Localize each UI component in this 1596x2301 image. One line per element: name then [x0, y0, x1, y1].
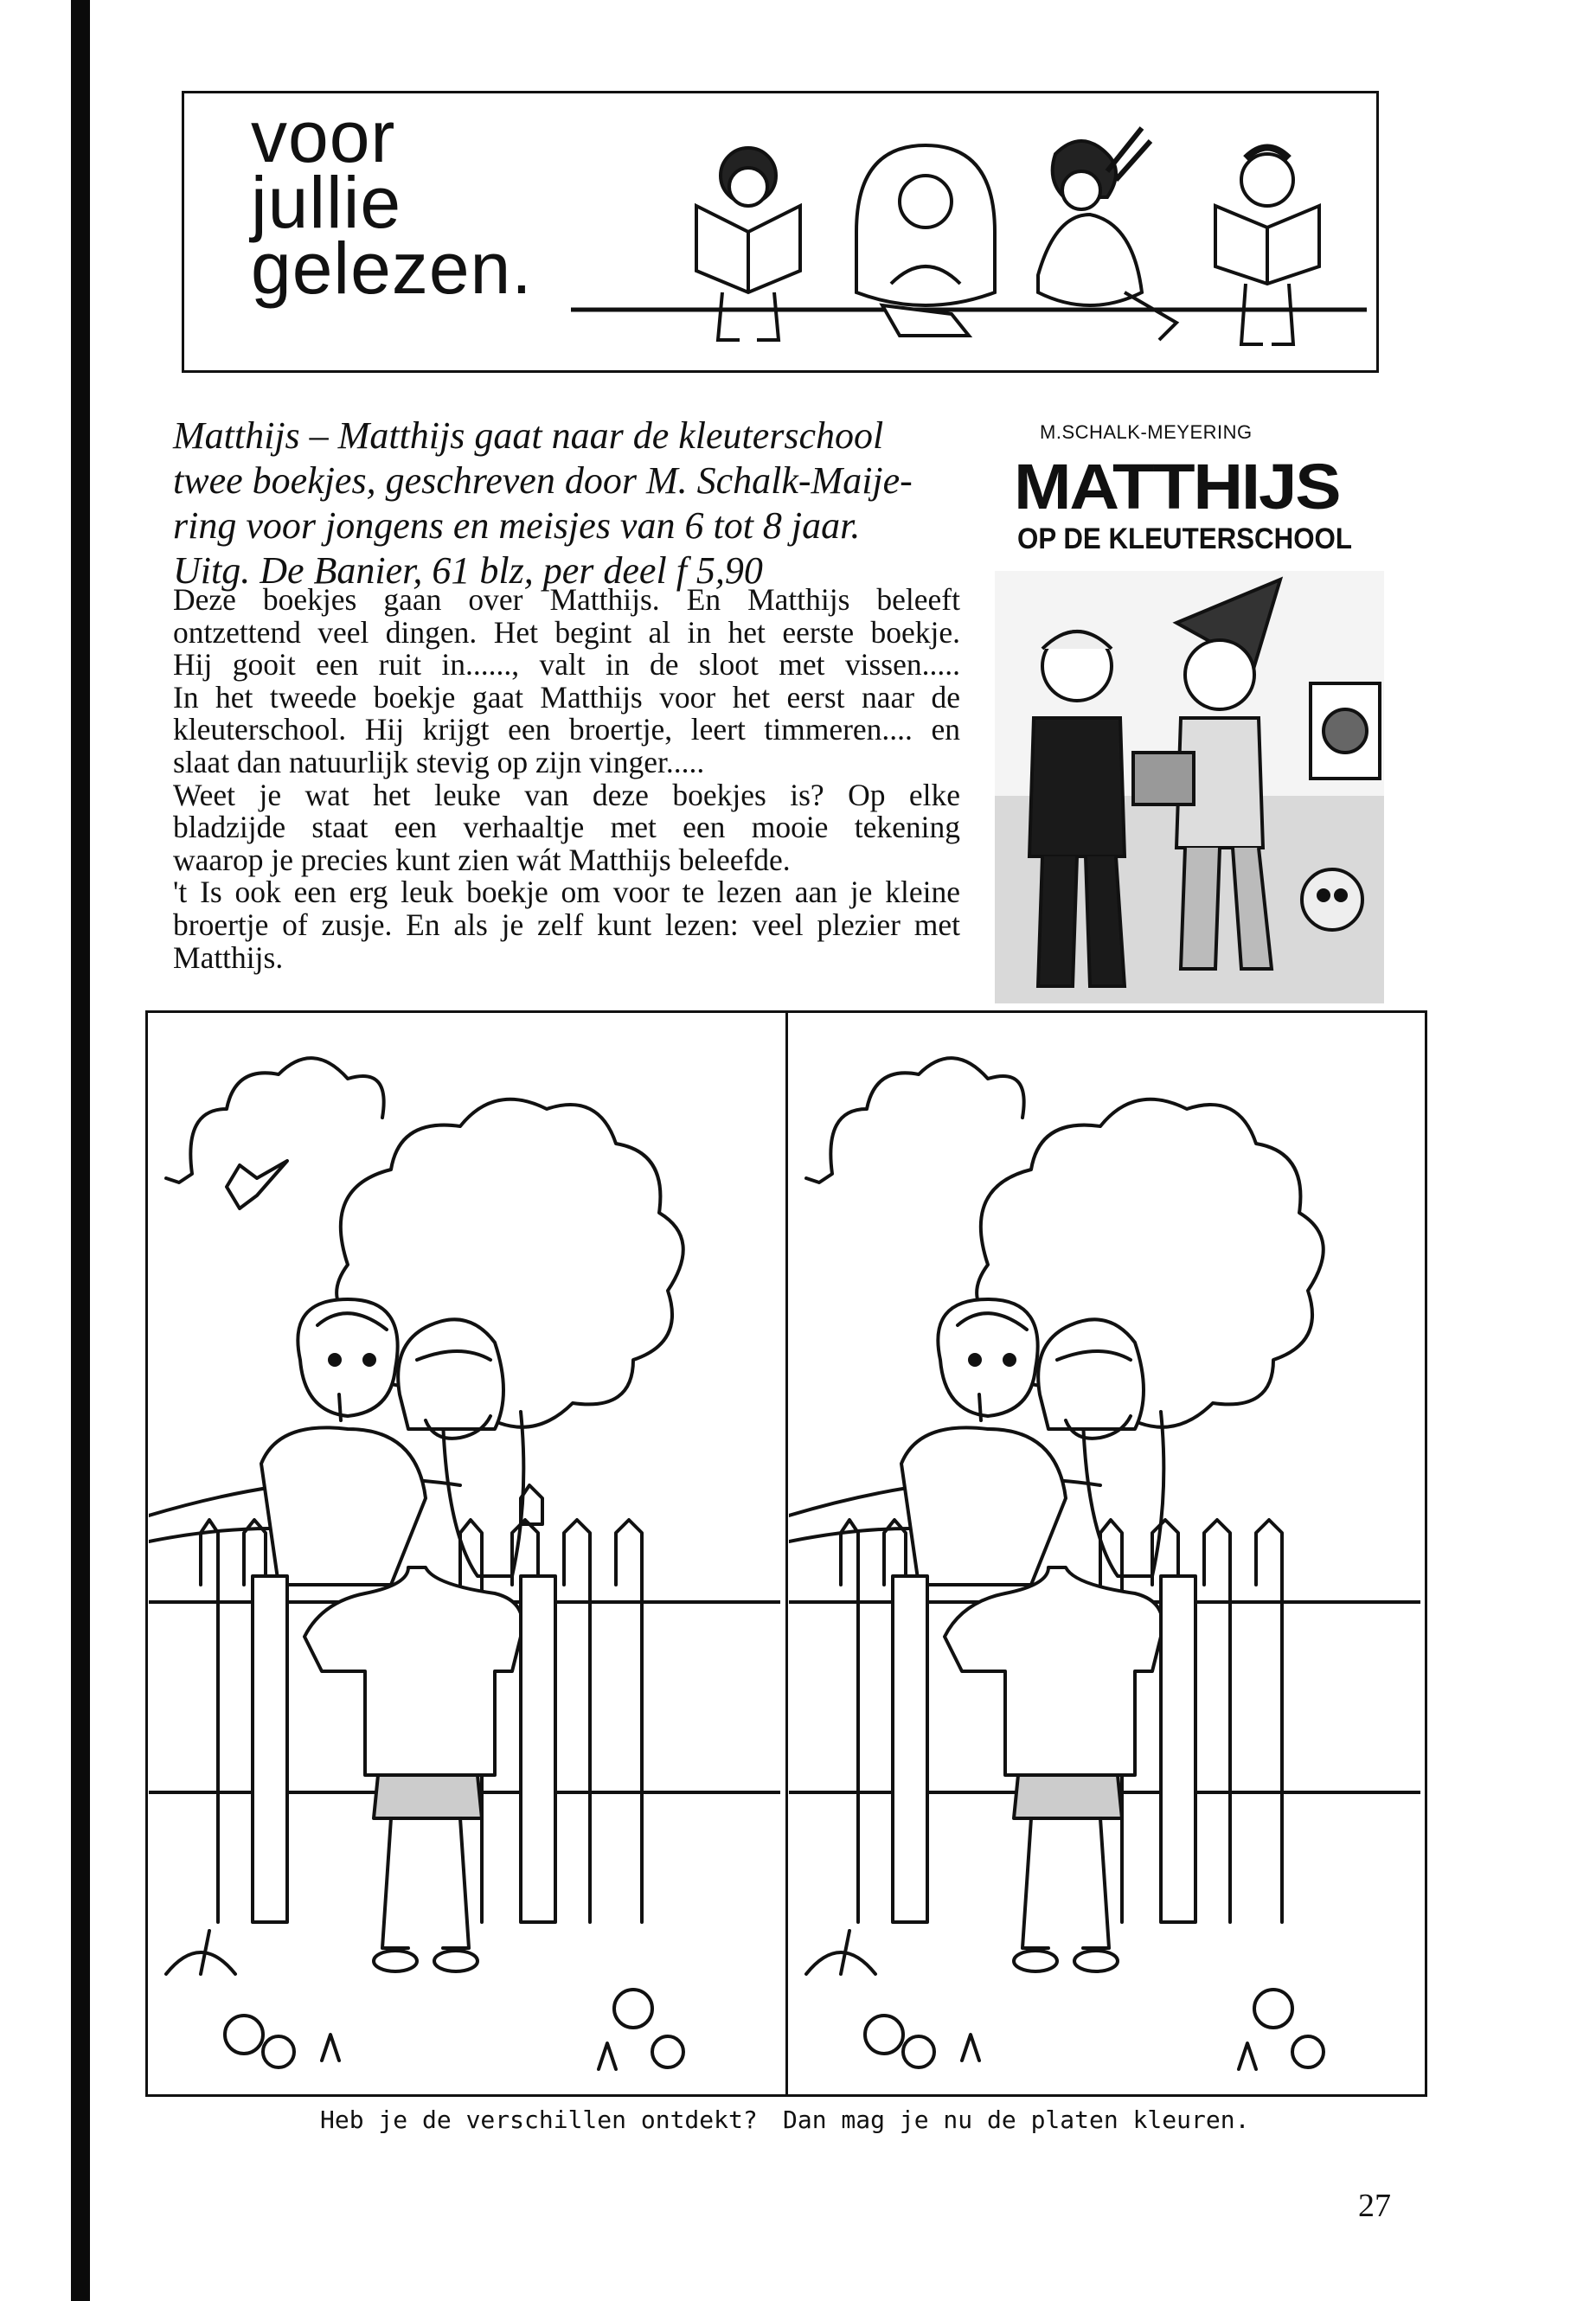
header-title-line-3: gelezen. — [251, 228, 533, 309]
intro-line: ring voor jongens en meisjes van 6 tot 8 jaar. — [173, 504, 861, 547]
header-title — [251, 96, 580, 309]
puzzle-caption-question: Heb je de verschillen ontdekt? — [320, 2106, 758, 2134]
body-line: Matthijs. — [173, 939, 284, 975]
four-children-reading-icon — [571, 119, 1367, 362]
intro-line: Uitg. De Banier, 61 blz, per deel f 5,90 — [173, 549, 763, 592]
body-line: bladzijde staat een verhaaltje met een mooie tekening — [173, 810, 960, 845]
cover-author: M.SCHALK-MEYERING — [1040, 421, 1253, 443]
header-title-line-2: jullie — [251, 162, 402, 243]
puzzle-caption-instruction: Dan mag je nu de platen kleuren. — [783, 2106, 1250, 2134]
body-line: kleuterschool. Hij krijgt een broertje, leert timmeren.... en — [173, 712, 960, 747]
body-line: Weet je wat het leuke van deze boekjes is? Op elke — [173, 777, 960, 812]
body-line: Hij gooit een ruit in......, valt in de sloot met vissen..... — [173, 647, 960, 683]
body-line: waarop je precies kunt zien wát Matthijs beleefde. — [173, 842, 791, 877]
puzzle-right-panel — [789, 1014, 1420, 2092]
puzzle-left-panel — [149, 1014, 780, 2092]
body-line: broertje of zusje. En als je zelf kunt lezen: veel plezier met — [173, 907, 960, 942]
page-number: 27 — [1358, 2188, 1391, 2224]
puzzle-divider — [785, 1010, 788, 2097]
cover-title: MATTHIJS — [1014, 451, 1340, 522]
intro-line: twee boekjes, geschreven door M. Schalk-Maije- — [173, 459, 913, 502]
body-line: ontzettend veel dingen. Het begint al in het eerste boekje. — [173, 614, 960, 650]
review-body — [173, 584, 960, 974]
body-line: 't Is ook een erg leuk boekje om voor te lezen aan je kleine — [173, 875, 960, 910]
header-title-line-1: voor — [251, 96, 396, 177]
intro-line: Matthijs – Matthijs gaat naar de kleuterschool — [173, 414, 884, 457]
review-intro — [173, 413, 960, 593]
page-spine-bar — [71, 0, 90, 2301]
body-line: Deze boekjes gaan over Matthijs. En Matthijs beleeft — [173, 582, 960, 617]
book-cover-illustration — [995, 571, 1384, 1003]
body-line: slaat dan natuurlijk stevig op zijn vinger..... — [173, 744, 705, 779]
body-line: In het tweede boekje gaat Matthijs voor het eerst naar de — [173, 679, 960, 715]
cover-subtitle: OP DE KLEUTERSCHOOL — [1017, 522, 1352, 555]
